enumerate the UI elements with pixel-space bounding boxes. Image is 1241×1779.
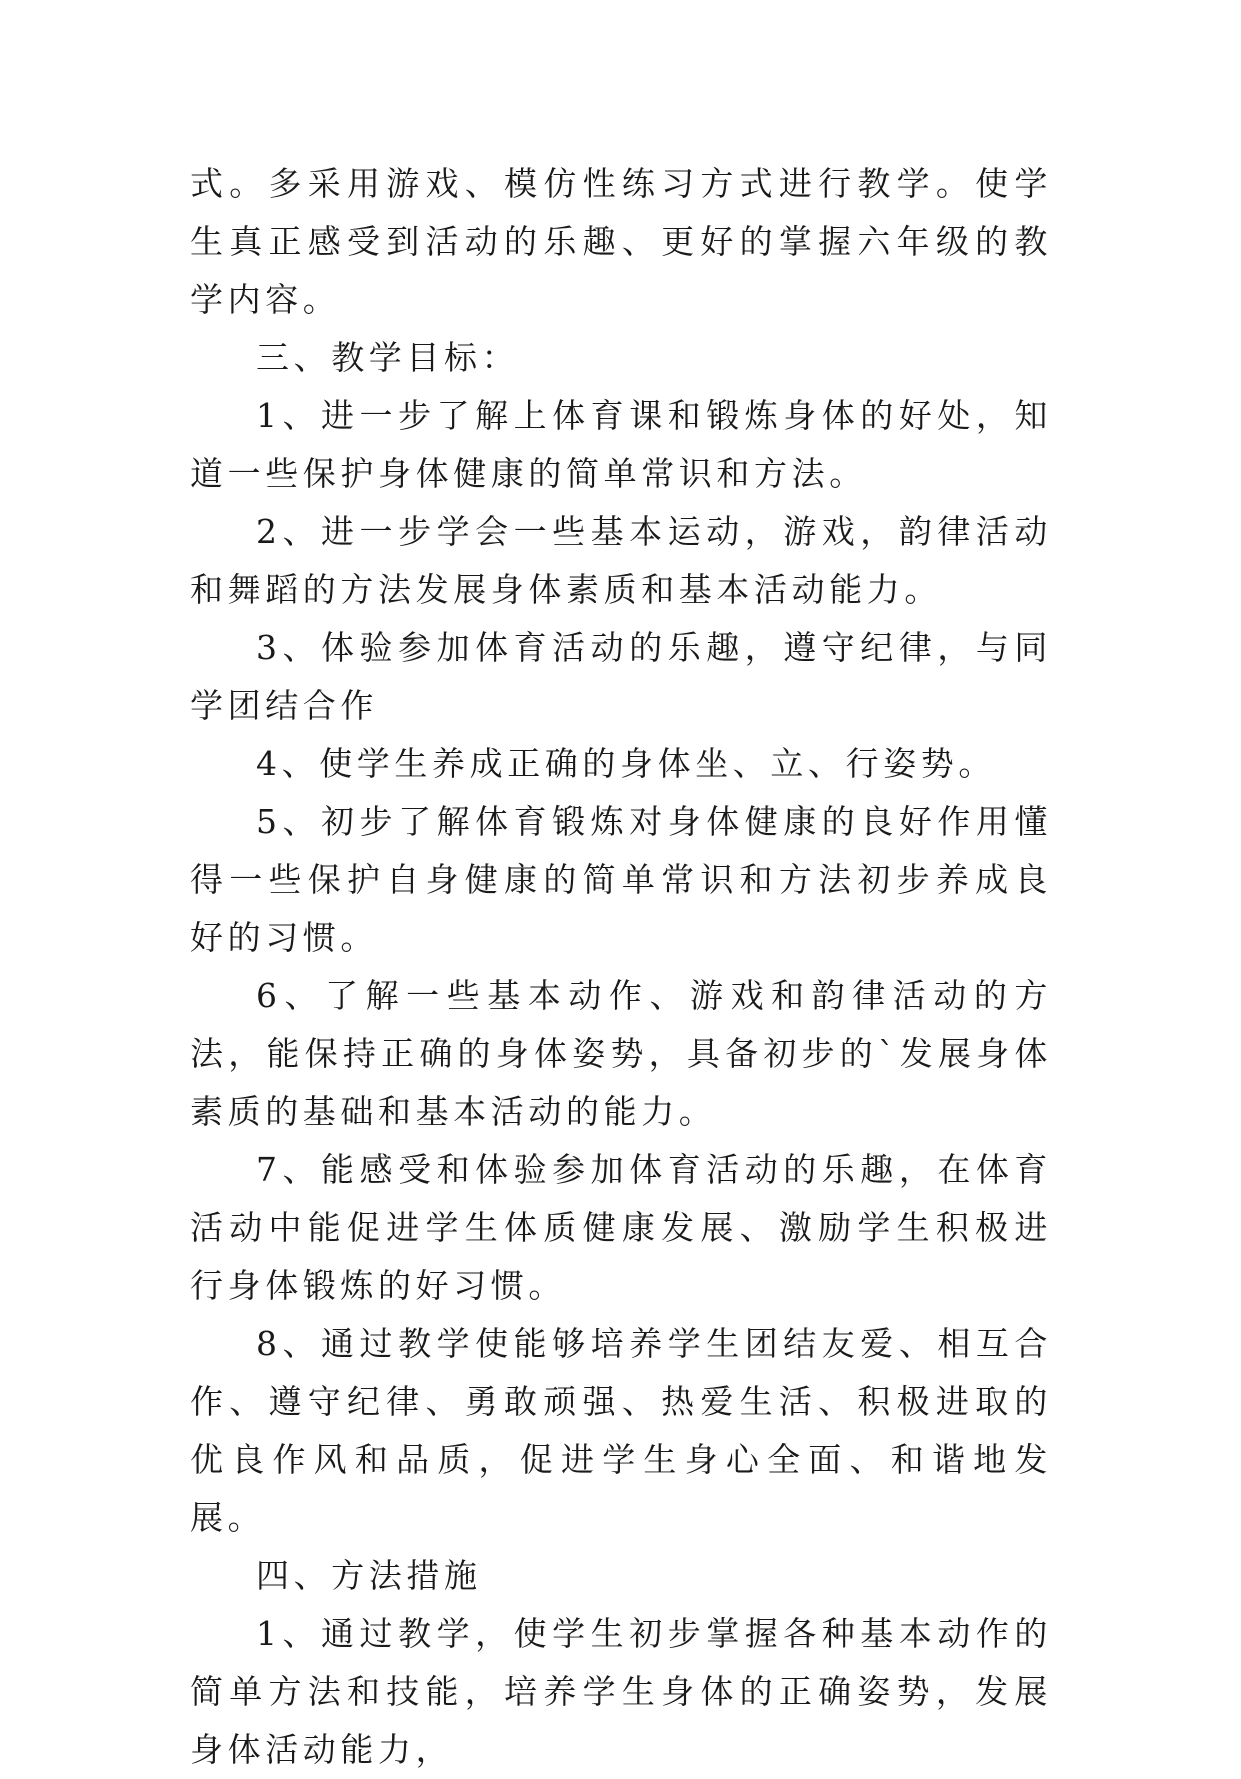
goal-item-3: 3、体验参加体育活动的乐趣，遵守纪律，与同学团结合作: [190, 628, 1052, 725]
paragraph-continuation: 式。多采用游戏、模仿性练习方式进行教学。使学生真正感受到活动的乐趣、更好的掌握六年级的教学内容。: [190, 164, 1052, 319]
goal-item-4: 4、使学生养成正确的身体坐、立、行姿势。: [256, 744, 996, 783]
goal-item-5: 5、初步了解体育锻炼对身体健康的良好作用懂得一些保护自身健康的简单常识和方法初步养成良好的习惯。: [190, 802, 1052, 957]
goal-item-8: 8、通过教学使能够培养学生团结友爱、相互合作、遵守纪律、勇敢顽强、热爱生活、积极进取的优良作风和品质，促进学生身心全面、和谐地发展。: [190, 1324, 1052, 1537]
section-heading-methods: 四、方法措施: [256, 1556, 482, 1595]
section-heading-teaching-goals: 三、教学目标：: [256, 338, 520, 377]
goal-item-6: 6、了解一些基本动作、游戏和韵律活动的方法，能保持正确的身体姿势，具备初步的`发展身体素质的基础和基本活动的能力。: [190, 976, 1052, 1131]
document-body: [190, 155, 1052, 1779]
goal-item-7: 7、能感受和体验参加体育活动的乐趣，在体育活动中能促进学生体质健康发展、激励学生积极进行身体锻炼的好习惯。: [190, 1150, 1052, 1305]
goal-item-2: 2、进一步学会一些基本运动，游戏，韵律活动和舞蹈的方法发展身体素质和基本活动能力。: [190, 512, 1052, 609]
goal-item-1: 1、进一步了解上体育课和锻炼身体的好处，知道一些保护身体健康的简单常识和方法。: [190, 396, 1052, 493]
method-item-1: 1、通过教学，使学生初步掌握各种基本动作的简单方法和技能，培养学生身体的正确姿势，发展身体活动能力，: [190, 1614, 1052, 1769]
